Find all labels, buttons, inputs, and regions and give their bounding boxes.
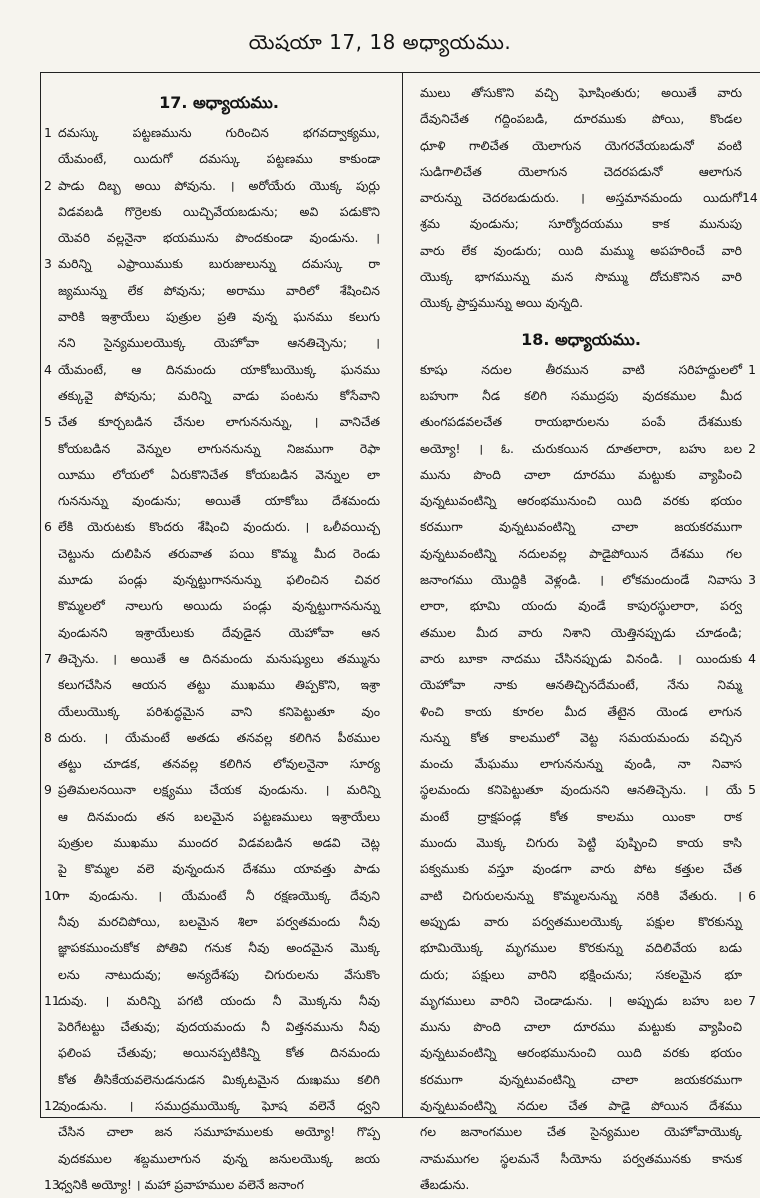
text-line: [406, 1172, 756, 1198]
line-text: శ్రమ వుండును; సూర్యోదయము కాక మునుపు: [420, 216, 742, 232]
text-line: [44, 988, 394, 1014]
text-line: [44, 1067, 394, 1093]
verse-number: 14: [742, 190, 758, 206]
line-text: గా వుండును. । యేమంటే నీ రక్షణయొక్క దేవుని: [58, 887, 380, 903]
line-text: యొక్క ప్రాప్తమున్ను అయి వున్నది.: [420, 295, 584, 311]
text-line: [44, 1014, 394, 1040]
line-text: మును పొంది చాలా దూరము మట్టుకు వ్యాపించి: [420, 1019, 742, 1035]
line-text: వారు లేక వుండురు; యిది మమ్ము అపహరించే వారి: [420, 242, 742, 258]
line-text: సుడిగాలిచేత యెలాగున చెదరపడునో ఆలాగున: [420, 163, 742, 179]
line-text: కొమ్మలలో నాలుగు అయిదు పండ్లు వున్నట్టుగాననున్ను: [58, 598, 380, 614]
line-text: నున్ను కోత కాలములో వెట్ట సమయమందు వచ్చిన: [420, 729, 742, 745]
line-text: వుదకముల శబ్దములాగున వున్న జనులయొక్క జయ: [58, 1150, 380, 1166]
text-line: [44, 751, 394, 777]
line-text: దేవునిచేత గద్దింపబడి, దూరముకు పోయి, కొండల: [420, 111, 742, 127]
line-text: పై కొమ్మల వలె వున్నందున దేశము యావత్తు పాడు: [58, 861, 380, 877]
text-line: [44, 278, 394, 304]
text-line: [406, 962, 756, 988]
text-line: [44, 883, 394, 909]
line-text: నీవు మరచిపోయి, బలమైన శిలా పర్వతమందు నీవు: [58, 913, 380, 929]
line-text: వున్నటువంటిన్ని నదుల చేత పాడై పోయిన దేశము: [420, 1097, 742, 1113]
text-line: [406, 988, 756, 1014]
verse-number: 4: [748, 650, 756, 666]
text-line: [44, 593, 394, 619]
line-text: జ్యమున్ను లేక పోవును; అరాము వారిలో శేషించిన: [58, 282, 380, 298]
line-text: యీము లోయలో ఏరుకొనిచేత కోయబడిన వెన్నుల లా: [58, 466, 380, 482]
text-line: [406, 80, 756, 106]
line-text: ఫలింప చేతువు; అయినప్పటికిన్ని కోత దినమందు: [58, 1045, 380, 1061]
line-text: దురు. । యేమంటే అతడు తనవల్ల కలిగిన పీఠముల: [58, 729, 380, 745]
text-line: [44, 330, 394, 356]
verse-number: 10: [44, 887, 60, 903]
text-line: [406, 409, 756, 435]
text-line: [406, 159, 756, 185]
text-line: [44, 173, 394, 199]
line-text: ళించి కాయ కూరల మీద తేటైన యెండ లాగున: [420, 703, 742, 719]
line-text: గుననున్ను వుండును; అయితే యాకోబు దేశమందు: [58, 493, 380, 509]
line-text: తిచ్చెను. । అయితే ఆ దినమందు మనుష్యులు తమ్మును: [58, 650, 380, 666]
line-text: చేత కూర్చబడిన చేనుల లాగుననున్ను, । వానిచేత: [58, 414, 380, 430]
text-line: [44, 304, 394, 330]
line-text: విడవబడి గొర్రెలకు యిచ్చివేయబడును; అవి పడుకొని: [58, 203, 380, 219]
line-text: పుత్రుల ముఖము ముందర విడవబడిన అడవి చెట్ల: [58, 835, 380, 851]
line-text: చేసిన చాలా జన సమూహములకు అయ్యో! గొప్ప: [58, 1124, 380, 1140]
text-line: [44, 567, 394, 593]
text-line: [406, 106, 756, 132]
text-line: [406, 238, 756, 264]
text-line: [44, 699, 394, 725]
line-text: మును పొంది చాలా దూరము మట్టుకు వ్యాపించి: [420, 466, 742, 482]
text-line: [44, 620, 394, 646]
line-text: మృగములు వారిని చెండాడును. । అప్పుడు బహు బల: [420, 992, 742, 1008]
text-line: [406, 185, 756, 211]
line-text: తముల మీద వారు నిశాని యెత్తినప్పుడు చూడండి;: [420, 624, 742, 640]
text-line: [406, 1093, 756, 1119]
text-line: [406, 1146, 756, 1172]
text-line: [44, 146, 394, 172]
text-line: [406, 935, 756, 961]
text-line: [406, 541, 756, 567]
chapter-17-heading: 17. అధ్యాయము.: [159, 93, 279, 112]
line-text: యెహోవా నాకు ఆనతిచ్చినదేమంటే, నేను నిమ్మ: [420, 677, 742, 693]
line-text: పెరిగేటట్టు చేతువు; వుదయమందు నీ విత్తనమును నీవు: [58, 1019, 380, 1035]
line-text: ఆ దినమందు తన బలమైన పట్టణములు ఇశ్రాయేలు: [58, 808, 380, 824]
verse-number: 4: [44, 361, 52, 377]
text-line: [44, 383, 394, 409]
line-text: వున్నటువంటిన్ని ఆరంభమునుంచి యిది వరకు భయం: [420, 493, 742, 509]
line-text: తుంగపడవలచేత రాయభారులను పంపే దేశముకు: [420, 414, 742, 430]
line-text: అప్పుడు వారు పర్వతములయొక్క పక్షుల కొరకున్ను: [420, 913, 742, 929]
left-border-rule: [40, 72, 41, 1117]
text-line: [44, 488, 394, 514]
text-line: [44, 1093, 394, 1119]
verse-number: 2: [748, 440, 756, 456]
verse-number: 11: [44, 992, 60, 1008]
text-line: [406, 357, 756, 383]
text-line: [406, 672, 756, 698]
text-line: [44, 462, 394, 488]
text-line: [406, 1067, 756, 1093]
chapter-18-heading: 18. అధ్యాయము.: [521, 329, 641, 349]
text-line: [406, 830, 756, 856]
text-line: [44, 120, 394, 146]
line-text: వుండునని ఇశ్రాయేలుకు దేవుడైన యెహోవా ఆన: [58, 624, 380, 640]
line-text: జనాంగము యొద్దికి వెళ్లండి. । లోకమందుండే నివాసు: [420, 572, 742, 588]
verse-number: 7: [44, 650, 52, 666]
line-text: కోయబడిన వెన్నుల లాగుననున్ను నిజముగా రెఫా: [58, 440, 380, 456]
line-text: దమస్కు పట్టణమును గురించిన భగవద్వాక్యము,: [58, 125, 380, 140]
line-text: వున్నటువంటిన్ని ఆరంభమునుంచి యిది వరకు భయం: [420, 1045, 742, 1061]
text-line: [44, 436, 394, 462]
verse-number: 3: [748, 572, 756, 588]
verse-number: 6: [748, 887, 756, 903]
text-line: [44, 1119, 394, 1145]
line-text: ములు తోసుకొని వచ్చి ఘోషింతురు; అయితే వారు: [420, 85, 742, 100]
text-line: [406, 856, 756, 882]
text-line: [406, 646, 756, 672]
text-line: [406, 211, 756, 237]
text-line: [406, 883, 756, 909]
verse-number: 7: [748, 992, 756, 1008]
verse-number: 5: [44, 414, 52, 430]
verse-number: 3: [44, 256, 52, 272]
verse-number: 13: [44, 1176, 60, 1192]
line-text: వారున్ను చెదరబడుదురు. । అస్తమానమందు యిదుగో: [420, 190, 742, 206]
text-line: [406, 133, 756, 159]
page-header: యెషయా 17, 18 అధ్యాయము.: [248, 30, 512, 54]
line-text: యేలుయొక్క పరిశుద్ధమైన వాని కనిపెట్టుతూ వుం: [58, 703, 380, 719]
line-text: కూషు నదుల తీరమున వాటి సరిహద్దులలో: [420, 361, 742, 377]
line-text: లేకి యెరుటకు కొందరు శేషించి వుందురు. । ఒలీవయిచ్చ: [58, 519, 380, 535]
line-text: వాటి చిగురులనున్ను కొమ్మలనున్ను నరికి వేతురు. ।: [420, 887, 742, 903]
line-text: తేబడును.: [420, 1176, 470, 1192]
text-line: [44, 357, 394, 383]
line-text: మంటే ద్రాక్షపండ్ల కోత కాలము యింకా రాక: [420, 808, 742, 824]
left-column-text: [44, 120, 394, 1198]
text-line: [44, 725, 394, 751]
line-text: ధ్వనికి అయ్యో! । మహా ప్రవాహముల వలెనే జనాంగ: [58, 1176, 304, 1192]
line-text: ముందు మొక్క చిగురు పెట్టి పుష్పించి కాయ కాసి: [420, 835, 742, 851]
text-line: [406, 264, 756, 290]
text-line: [406, 436, 756, 462]
footer-rule: [40, 1117, 760, 1118]
verse-number: 2: [44, 177, 52, 193]
text-line: [406, 777, 756, 803]
text-line: [44, 1172, 394, 1198]
right-column: [406, 80, 756, 1198]
line-text: వారికి ఇశ్రాయేలు పుత్రుల ప్రతి వున్న ఘనము కలుగు: [58, 309, 380, 325]
text-line: [406, 290, 756, 316]
text-line: [44, 1040, 394, 1066]
text-line: [44, 962, 394, 988]
line-text: తట్టు చూడక, తనవల్ల కలిగిన లోవులనైనా సూర్య: [58, 756, 380, 772]
line-text: యెవరి వల్లనైనా భయమును పొందకుండా వుండును. ।: [58, 230, 380, 246]
text-line: [406, 514, 756, 540]
line-text: వారు బూకా నాదము చేసినప్పుడు వినండి. । యిందుకు: [420, 650, 742, 666]
line-text: లారా, భూమి యందు వుండే కాపురస్థులారా, పర్వ: [420, 598, 742, 614]
right-column-text-bottom: [406, 357, 756, 1198]
line-text: పక్వముకు వస్తూ వుండగా వారు పోట కత్తుల చేత: [420, 861, 742, 877]
line-text: వుండును. । సముద్రముయొక్క ఘోష వలెనే ధ్వని: [58, 1097, 380, 1113]
right-column-text-top: [406, 80, 756, 317]
line-text: కోత తీసికేయవలెనుడనుడన మిక్కటమైన దుఃఖము కలిగి: [58, 1071, 380, 1087]
verse-number: 12: [44, 1097, 60, 1113]
line-text: గల జనాంగముల చేత సైన్యముల యెహోవాయొక్క: [420, 1124, 742, 1140]
left-column: [44, 80, 394, 1198]
text-line: [406, 488, 756, 514]
line-text: యేమంటే, యిదుగో దమస్కు పట్టణము కాకుండా: [58, 151, 380, 167]
text-line: [406, 593, 756, 619]
header-rule: [40, 72, 760, 73]
line-text: మంచు మేఘము లాగుననున్ను వుండి, నా నివాస: [420, 756, 742, 772]
text-line: [406, 1014, 756, 1040]
line-text: అయ్యో! । ఓ. చురుకయిన దూతలారా, బహు బల: [420, 440, 742, 456]
line-text: చెట్టును దులిపిన తరువాత పయి కొమ్మ మీద రెండు: [58, 545, 380, 561]
line-text: దువు. । మరిన్ని పగటి యందు నీ మొక్కను నీవు: [58, 992, 380, 1008]
text-line: [44, 1146, 394, 1172]
text-line: [406, 804, 756, 830]
text-line: [406, 620, 756, 646]
line-text: దురు; పక్షులు వారిని భక్షించును; సకలమైన భూ: [420, 966, 742, 982]
text-line: [44, 251, 394, 277]
line-text: పాడు దిబ్బ అయి పోవును. । అరోయేరు యొక్క పుర్లు: [58, 177, 380, 193]
verse-number: 6: [44, 519, 52, 535]
line-text: లను నాటుదువు; అన్యదేశపు చిగురులను వేసుకొం: [58, 966, 380, 982]
column-divider: [402, 72, 403, 1117]
text-line: [44, 935, 394, 961]
text-line: [44, 514, 394, 540]
line-text: తక్కువై పోవును; మరిన్ని వాడు పంటను కోసేవాని: [58, 387, 380, 403]
text-line: [44, 804, 394, 830]
line-text: ధూళి గాలిచేత యెలాగున యెగరవేయబడునో వంటి: [420, 137, 742, 153]
text-line: [406, 383, 756, 409]
text-line: [406, 725, 756, 751]
verse-number: 1: [748, 361, 756, 377]
line-text: యేమంటే, ఆ దినమందు యాకోబుయొక్క ఘనము: [58, 361, 380, 377]
text-line: [44, 830, 394, 856]
text-line: [44, 672, 394, 698]
line-text: వున్నటువంటిన్ని నదులవల్ల పాడైపోయిన దేశము గల: [420, 545, 742, 561]
text-line: [406, 909, 756, 935]
line-text: జ్ఞాపకముంచుకోక పోతివి గనుక నీవు అందమైన మొక్క: [58, 940, 380, 956]
text-line: [406, 1040, 756, 1066]
text-line: [44, 541, 394, 567]
text-line: [44, 646, 394, 672]
verse-number: 9: [44, 782, 52, 798]
text-line: [44, 856, 394, 882]
line-text: యొక్క భాగమున్ను మన సొమ్ము దోచుకొనిన వారి: [420, 269, 742, 285]
line-text: కరముగా వున్నటువంటిన్ని చాలా జయకరముగా: [420, 519, 742, 535]
line-text: మరిన్ని ఎఫ్రాయిముకు బురుజులున్ను దమస్కు రా: [58, 256, 380, 272]
text-line: [44, 777, 394, 803]
text-line: [44, 199, 394, 225]
line-text: ప్రతిమలనయినా లక్ష్యము చేయక వుండును. । మరిన్ని: [58, 782, 380, 798]
line-text: నామముగల స్థలమనే సీయోను పర్వతమునకు కానుక: [420, 1150, 742, 1166]
text-line: [44, 909, 394, 935]
text-line: [406, 699, 756, 725]
line-text: కలుగచేసిన ఆయన తట్టు ముఖము తిప్పకొని, ఇశ్రా: [58, 677, 380, 693]
verse-number: 5: [748, 782, 756, 798]
verse-number: 8: [44, 729, 52, 745]
text-line: [406, 1119, 756, 1145]
line-text: స్థలమందు కనిపెట్టుతూ వుందునని ఆనతిచ్చెను. । యే: [420, 782, 742, 798]
line-text: భూమియొక్క మృగముల కొరకున్ను వదిలివేయ బడు: [420, 940, 742, 956]
text-line: [44, 225, 394, 251]
line-text: కరముగా వున్నటువంటిన్ని చాలా జయకరముగా: [420, 1071, 742, 1087]
line-text: బహుగా నీడ కలిగి సముద్రపు వుదకముల మీద: [420, 387, 742, 403]
line-text: నని సైన్యములయొక్క యెహోవా ఆనతిచ్చెను; ।: [58, 335, 380, 351]
text-line: [406, 751, 756, 777]
text-line: [406, 567, 756, 593]
verse-number: 1: [44, 125, 52, 140]
text-line: [406, 462, 756, 488]
text-line: [44, 409, 394, 435]
line-text: మూడు పండ్లు వున్నట్టుగాననున్ను ఫలించిన చివర: [58, 572, 380, 588]
